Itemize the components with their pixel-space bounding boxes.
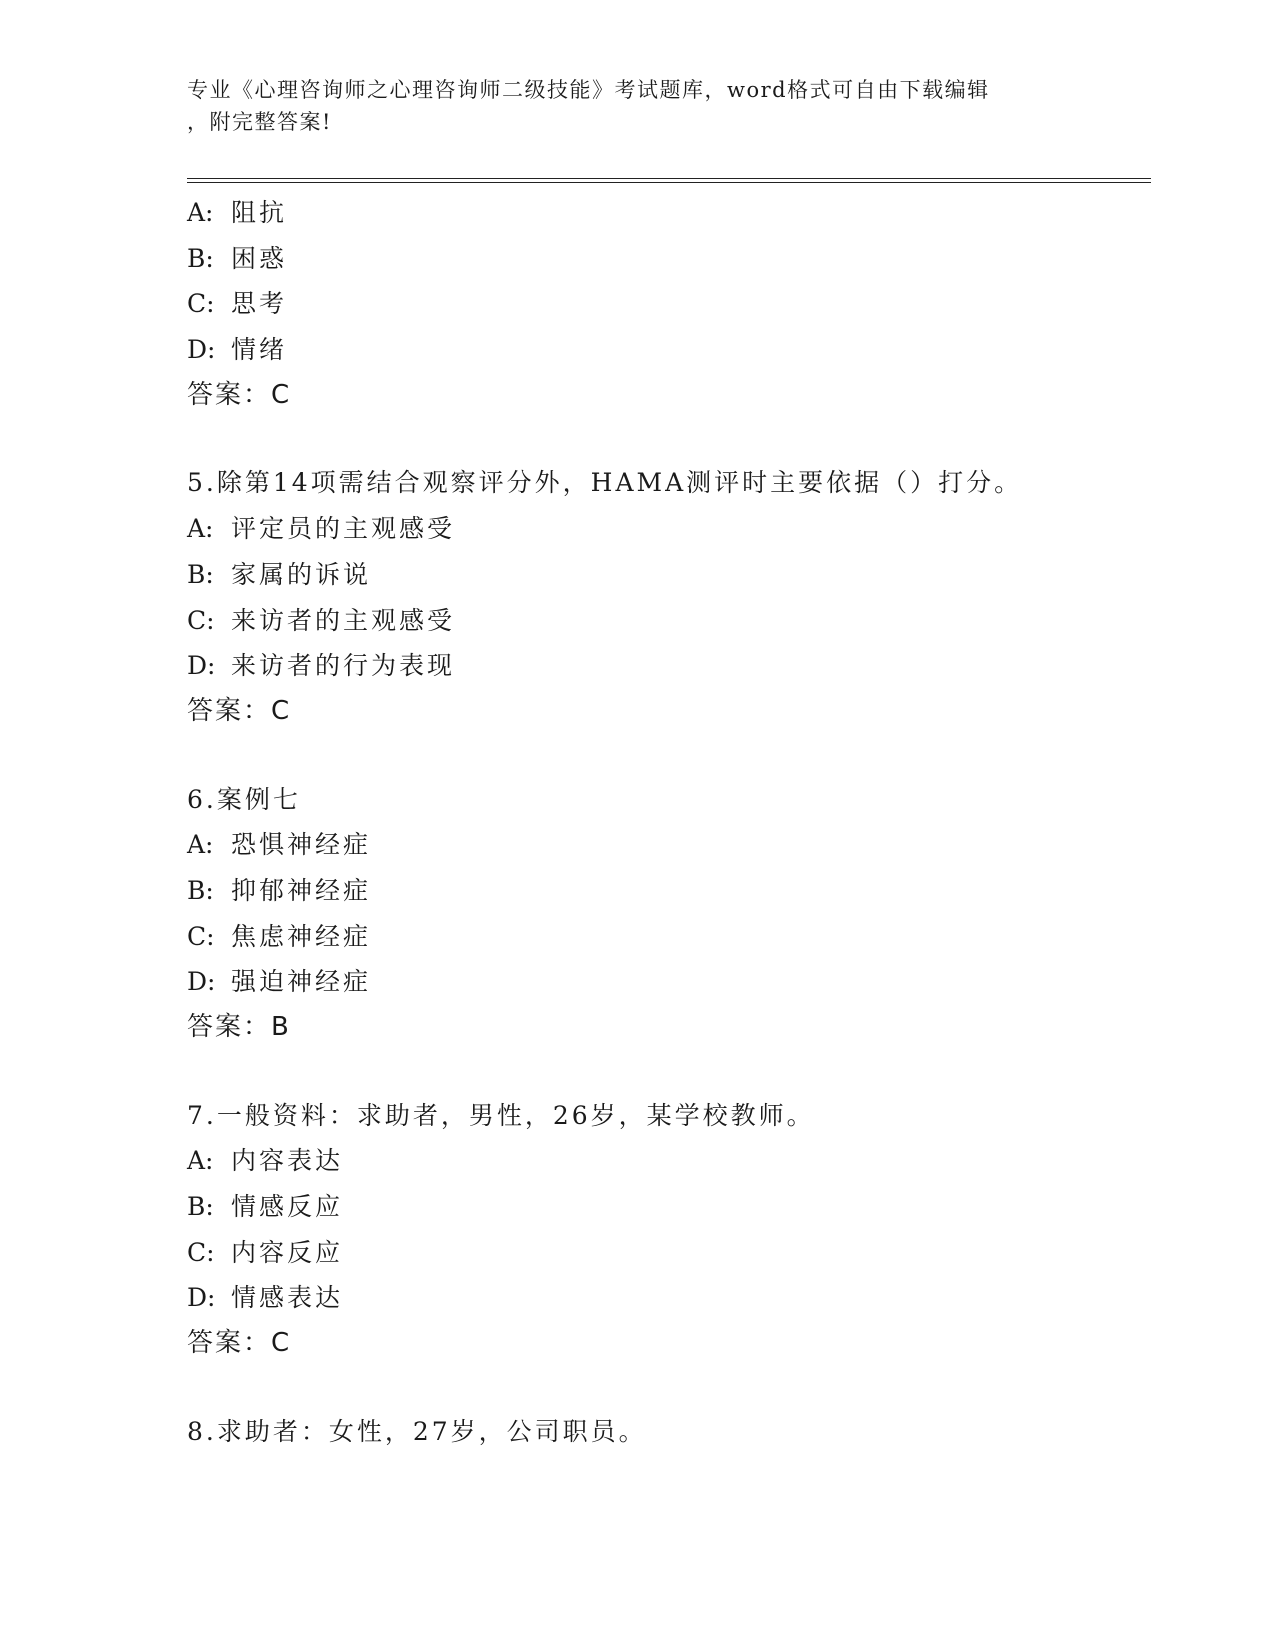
- option-letter: D:: [187, 967, 216, 997]
- option-text: 恐惧神经症: [231, 830, 372, 860]
- option-letter: C:: [187, 921, 215, 951]
- option-line: [187, 190, 1151, 236]
- answer-line: 答案：C: [187, 379, 292, 410]
- option-line: [187, 327, 1151, 373]
- header-line-1: 专业《心理咨询师之心理咨询师二级技能》考试题库，word格式可自由下载编辑: [187, 78, 990, 102]
- option-line: [187, 281, 1151, 327]
- option-text: 阻抗: [231, 198, 288, 227]
- option-text: 抑郁神经症: [231, 875, 372, 905]
- question-stem: 8.求助者：女性，27岁，公司职员。: [187, 1416, 647, 1446]
- option-line: [187, 506, 1151, 552]
- option-text: 来访者的主观感受: [231, 605, 456, 635]
- question-block: [187, 190, 1151, 418]
- answer-line: 答案：B: [187, 1012, 291, 1042]
- option-line: [187, 236, 1151, 282]
- question-block: [187, 1409, 1151, 1455]
- question-block: [187, 460, 1151, 734]
- question-stem: 6.案例七: [187, 784, 301, 814]
- header-line-2: ，附完整答案!: [187, 110, 332, 134]
- option-text: 情感反应: [231, 1192, 344, 1222]
- question-block: [187, 1093, 1151, 1367]
- option-text: 思考: [231, 289, 288, 319]
- option-letter: D:: [187, 335, 216, 365]
- option-letter: C:: [187, 605, 215, 635]
- option-line: [187, 643, 1151, 689]
- option-letter: A:: [187, 514, 214, 544]
- option-text: 强迫神经症: [231, 967, 372, 997]
- option-line: [187, 1275, 1151, 1321]
- option-letter: D:: [187, 1283, 216, 1313]
- option-line: [187, 959, 1151, 1005]
- option-letter: A:: [187, 1146, 214, 1176]
- question-stem: 5.除第14项需结合观察评分外，HAMA测评时主要依据（）打分。: [187, 468, 1023, 498]
- option-line: [187, 868, 1151, 914]
- option-text: 困惑: [231, 243, 288, 273]
- option-line: [187, 914, 1151, 960]
- question-stem: 7.一般资料：求助者，男性，26岁，某学校教师。: [187, 1100, 815, 1130]
- option-letter: A:: [187, 198, 214, 227]
- option-text: 家属的诉说: [231, 559, 372, 589]
- option-letter: C:: [187, 289, 215, 319]
- option-letter: B:: [187, 875, 214, 905]
- option-text: 情绪: [231, 335, 288, 365]
- option-line: [187, 1138, 1151, 1184]
- option-text: 焦虑神经症: [231, 921, 372, 951]
- option-line: [187, 822, 1151, 868]
- option-letter: C:: [187, 1237, 215, 1267]
- option-letter: B:: [187, 1192, 214, 1222]
- question-list: [187, 190, 1151, 1497]
- option-text: 内容表达: [231, 1146, 344, 1176]
- option-text: 来访者的行为表现: [231, 651, 456, 681]
- answer-line: 答案：C: [187, 1328, 292, 1359]
- answer-line: 答案：C: [187, 695, 292, 726]
- option-line: [187, 552, 1151, 598]
- option-letter: A:: [187, 830, 214, 860]
- option-text: 评定员的主观感受: [231, 514, 456, 544]
- option-text: 情感表达: [231, 1283, 344, 1313]
- option-line: [187, 598, 1151, 644]
- question-block: [187, 777, 1151, 1051]
- option-line: [187, 1230, 1151, 1276]
- option-text: 内容反应: [231, 1237, 344, 1267]
- option-letter: B:: [187, 243, 214, 273]
- option-letter: B:: [187, 559, 214, 589]
- option-letter: D:: [187, 651, 216, 681]
- option-line: [187, 1184, 1151, 1230]
- document-header: [187, 74, 1067, 138]
- header-divider: [187, 178, 1151, 183]
